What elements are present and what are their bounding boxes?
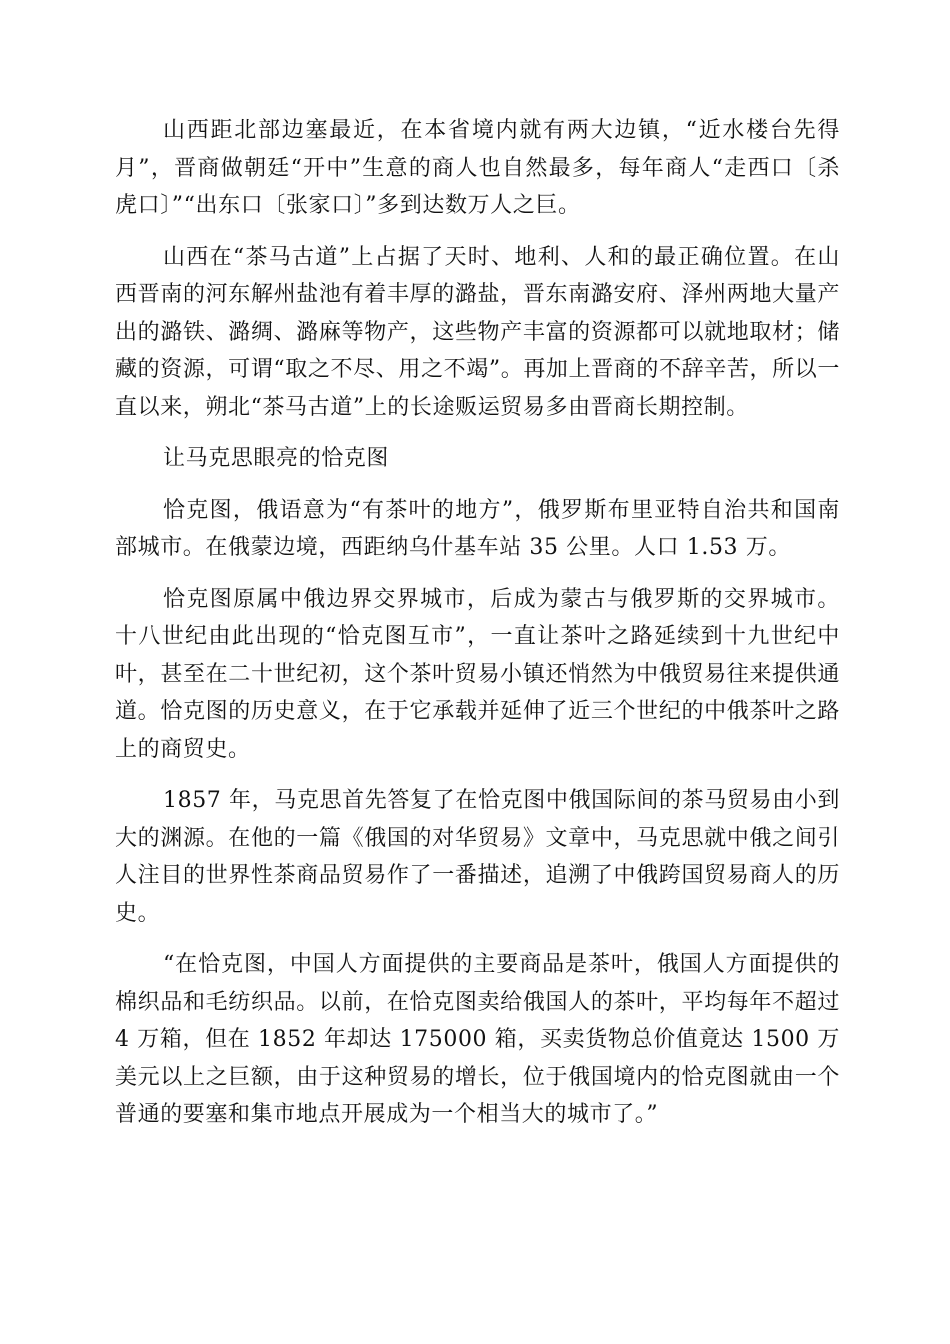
paragraph-kyakhta-definition: 恰克图，俄语意为“有茶叶的地方”，俄罗斯布里亚特自治共和国南部城市。在俄蒙边境，西距纳乌什基车站 35 公里。人口 1.53 万。 (115, 497, 840, 560)
paragraph-tea-horse-road: 山西在“茶马古道”上占据了天时、地利、人和的最正确位置。在山西晋南的河东解州盐池有着丰厚的潞盐，晋东南潞安府、泽州两地大量产出的潞铁、潞绸、潞麻等物产，这些物产丰富的资源都可以就地取材；储藏的资源，可谓“取之不尽、用之不竭”。再加上晋商的不辞辛苦，所以一直以来，朔北“茶马古道”上的长途贩运贸易多由晋商长期控制。 (115, 244, 840, 420)
paragraph-kyakhta-history: 恰克图原属中俄边界交界城市，后成为蒙古与俄罗斯的交界城市。十八世纪由此出现的“恰克图互市”，一直让茶叶之路延续到十九世纪中叶，甚至在二十世纪初，这个茶叶贸易小镇还悄然为中俄贸易往来提供通道。恰克图的历史意义，在于它承载并延伸了近三个世纪的中俄茶叶之路上的商贸史。 (115, 586, 840, 762)
paragraph-shanxi-frontier: 山西距北部边塞最近，在本省境内就有两大边镇，“近水楼台先得月”，晋商做朝廷“开中”生意的商人也自然最多，每年商人“走西口〔杀虎口〕”“出东口〔张家口〕”多到达数万人之巨。 (115, 118, 840, 218)
paragraph-marx-quote: “在恰克图，中国人方面提供的主要商品是茶叶，俄国人方面提供的棉织品和毛纺织品。以前，在恰克图卖给俄国人的茶叶，平均每年不超过 4 万箱，但在 1852 年却达 175000 箱，买卖货物总价值竟达 1500 万美元以上之巨额，由于这种贸易的增长，位于俄国境内的恰克图就由一个普通的要塞和集市地点开展成为一个相当大的城市了。” (115, 952, 840, 1127)
document-body (115, 112, 840, 1148)
section-heading-kyakhta: 让马克思眼亮的恰克图 (163, 446, 390, 471)
paragraph-marx-1857: 1857 年，马克思首先答复了在恰克图中俄国际间的茶马贸易由小到大的渊源。在他的一篇《俄国的对华贸易》文章中，马克思就中俄之间引人注目的世界性茶商品贸易作了一番描述，追溯了中俄跨国贸易商人的历史。 (115, 788, 840, 926)
